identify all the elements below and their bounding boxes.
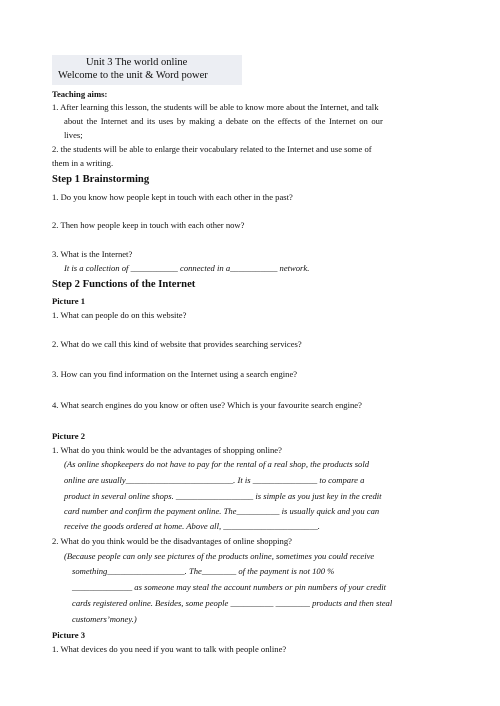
picture-1-question-2: 2. What do we call this kind of website that provides searching services? — [52, 339, 302, 349]
aim-1-line-1: 1. After learning this lesson, the students will be able to know more about the Internet, and talk — [52, 102, 379, 112]
picture-1-question-3: 3. How can you find information on the Internet using a search engine? — [52, 369, 298, 379]
picture-2-answer-1-line-2: online are usually_________________________. It is _______________ to compare a — [64, 475, 365, 485]
picture-2-question-1: 1. What do you think would be the advantages of shopping online? — [52, 445, 282, 455]
teaching-aims-heading: Teaching aims: — [52, 89, 108, 99]
aim-2-line-2: them in a writing. — [52, 158, 114, 168]
step-2-heading: Step 2 Functions of the Internet — [52, 279, 196, 290]
picture-2-answer-2-line-4: cards registered online. Besides, some people __________ ________ products and then steal — [72, 598, 393, 608]
picture-1-question-1: 1. What can people do on this website? — [52, 310, 187, 320]
picture-2-answer-1-line-4: card number and confirm the payment online. The__________ is usually quick and you can — [64, 506, 380, 516]
step-1-heading: Step 1 Brainstorming — [52, 174, 150, 185]
picture-2-answer-1-line-1: (As online shopkeepers do not have to pay for the rental of a real shop, the products sold — [64, 459, 370, 469]
step-1-question-1: 1. Do you know how people kept in touch with each other in the past? — [52, 192, 293, 202]
picture-2-answer-1-line-5: receive the goods ordered at home. Above all, ______________________. — [64, 521, 320, 531]
picture-2-label: Picture 2 — [52, 431, 86, 441]
picture-2-answer-2-line-2: something__________________. The________ of the payment is not 100 % — [72, 566, 335, 576]
lesson-subtitle: Welcome to the unit & Word power — [58, 70, 208, 81]
aim-1-line-3: lives; — [64, 130, 83, 140]
aim-2-line-1: 2. the students will be able to enlarge their vocabulary related to the Internet and use some of — [52, 144, 372, 154]
step-1-question-2: 2. Then how people keep in touch with each other now? — [52, 220, 245, 230]
aim-1-line-2: about the Internet and its uses by making a debate on the effects of the Internet on our — [64, 116, 383, 126]
picture-2-answer-2-line-3: ______________ as someone may steal the account numbers or pin numbers of your credit — [72, 582, 387, 592]
picture-2-answer-1-line-3: product in several online shops. __________________ is simple as you just key in the credit — [64, 491, 382, 501]
picture-3-label: Picture 3 — [52, 630, 86, 640]
picture-3-question-1: 1. What devices do you need if you want to talk with people online? — [52, 644, 287, 654]
picture-2-question-2: 2. What do you think would be the disadvantages of online shopping? — [52, 536, 292, 546]
unit-title: Unit 3 The world online — [86, 57, 188, 68]
picture-1-label: Picture 1 — [52, 296, 86, 306]
step-1-answer-3: It is a collection of ___________ connected in a___________ network. — [64, 263, 310, 273]
step-1-question-3: 3. What is the Internet? — [52, 249, 133, 259]
picture-2-answer-2-line-1: (Because people can only see pictures of the products online, sometimes you could receive — [64, 551, 375, 561]
picture-2-answer-2-line-5: customers’money.) — [72, 614, 137, 624]
picture-1-question-4: 4. What search engines do you know or often use? Which is your favourite search engine? — [52, 400, 362, 410]
